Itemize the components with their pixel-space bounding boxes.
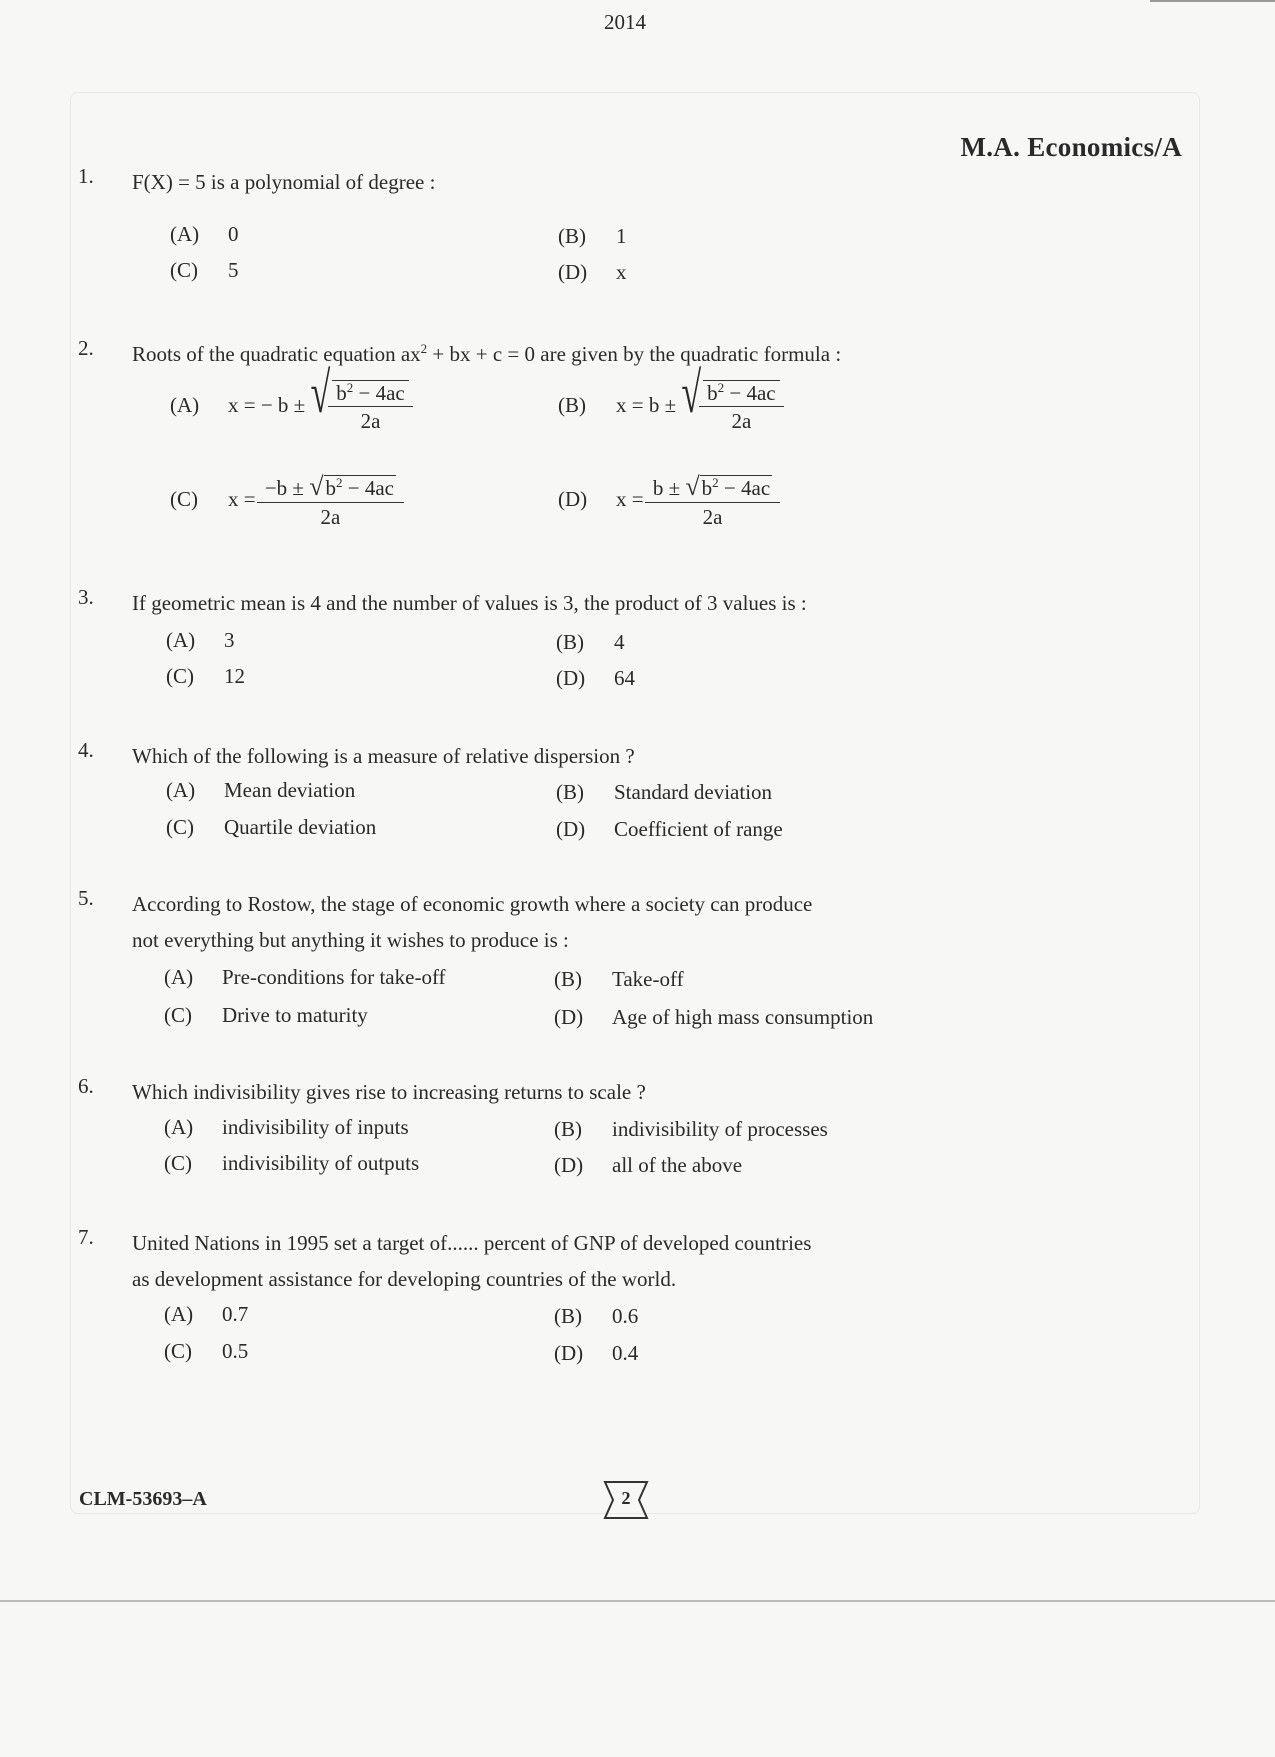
question-number: 4. [78, 738, 94, 762]
question-number: 2. [78, 336, 94, 360]
question-number: 5. [78, 886, 94, 910]
q7-option-b[interactable]: (B) 0.6 [554, 1304, 639, 1328]
q7-option-d[interactable]: (D) 0.4 [554, 1341, 639, 1365]
question-text-line-2: not everything but anything it wishes to produce is : [132, 928, 569, 952]
course-title: M.A. Economics/A [960, 132, 1182, 162]
top-rule [1150, 0, 1275, 2]
question-text: According to Rostow, the stage of economic growth where a society can produce [132, 892, 813, 916]
q1-option-c[interactable]: (C) 5 [170, 258, 239, 282]
q3-option-a[interactable]: (A) 3 [166, 628, 235, 652]
q6-option-b[interactable]: (B) indivisibility of processes [554, 1117, 828, 1141]
q4-option-b[interactable]: (B) Standard deviation [556, 780, 773, 804]
exam-year: 2014 [604, 10, 646, 34]
bottom-rule [0, 1600, 1275, 1602]
square-root: √ $\frac{b^2 - 4ac}{2a}$ [310, 380, 408, 434]
q5-option-d[interactable]: (D) Age of high mass consumption [554, 1005, 874, 1029]
q1-option-d[interactable]: (D) x [558, 260, 627, 284]
question-number: 7. [78, 1225, 94, 1249]
q3-option-c[interactable]: (C) 12 [166, 664, 245, 688]
q7-option-a[interactable]: (A) 0.7 [164, 1302, 249, 1326]
question-text: If geometric mean is 4 and the number of values is 3, the product of 3 values is : [132, 591, 807, 615]
q2-option-a[interactable]: (A) x = − b ± √ $\frac{b^2 - 4ac}{2a}$ [170, 380, 409, 434]
question-text: Which of the following is a measure of relative dispersion ? [132, 744, 635, 768]
q4-option-a[interactable]: (A) Mean deviation [166, 778, 356, 802]
question-text: Which indivisibility gives rise to increasing returns to scale ? [132, 1080, 646, 1104]
question-text: F(X) = 5 is a polynomial of degree : [132, 170, 436, 194]
q4-option-c[interactable]: (C) Quartile deviation [166, 815, 377, 839]
q2-option-d[interactable]: (D) x = $\frac{b \pm √b^2 - 4ac}{2a}$ [558, 472, 776, 530]
q6-option-c[interactable]: (C) indivisibility of outputs [164, 1151, 420, 1175]
question-number: 3. [78, 585, 94, 609]
q2-option-b[interactable]: (B) x = b ± √ $\frac{b^2 - 4ac}{2a}$ [558, 380, 780, 434]
page-number-box [603, 1480, 649, 1520]
q5-option-b[interactable]: (B) Take-off [554, 967, 684, 991]
paper-code: CLM-53693–A [79, 1488, 207, 1510]
q5-option-a[interactable]: (A) Pre-conditions for take-off [164, 965, 446, 989]
question-text: United Nations in 1995 set a target of...... percent of GNP of developed countries [132, 1231, 812, 1255]
page-number: 2 [621, 1488, 631, 1508]
square-root: √ $\frac{b^2 - 4ac}{2a}$ [681, 380, 779, 434]
q1-option-b[interactable]: (B) 1 [558, 224, 627, 248]
q2-option-c[interactable]: (C) x = $\frac{-b \pm √b^2 - 4ac}{2a}$ [170, 472, 400, 530]
q6-option-a[interactable]: (A) indivisibility of inputs [164, 1115, 409, 1139]
q1-option-a[interactable]: (A) 0 [170, 222, 239, 246]
q3-option-b[interactable]: (B) 4 [556, 630, 625, 654]
q5-option-c[interactable]: (C) Drive to maturity [164, 1003, 368, 1027]
fraction: $\frac{b \pm √b^2 - 4ac}{2a}$ [649, 472, 776, 530]
q6-option-d[interactable]: (D) all of the above [554, 1153, 743, 1177]
fraction: $\frac{-b \pm √b^2 - 4ac}{2a}$ [261, 472, 400, 530]
q7-option-c[interactable]: (C) 0.5 [164, 1339, 249, 1363]
question-text: Roots of the quadratic equation $ax^2$ + bx + c = 0 are given by the quadratic formula : [132, 341, 842, 366]
q3-option-d[interactable]: (D) 64 [556, 666, 635, 690]
q4-option-d[interactable]: (D) Coefficient of range [556, 817, 783, 841]
question-text-line-2: as development assistance for developing countries of the world. [132, 1267, 677, 1291]
question-number: 1. [78, 164, 94, 188]
question-number: 6. [78, 1074, 94, 1098]
